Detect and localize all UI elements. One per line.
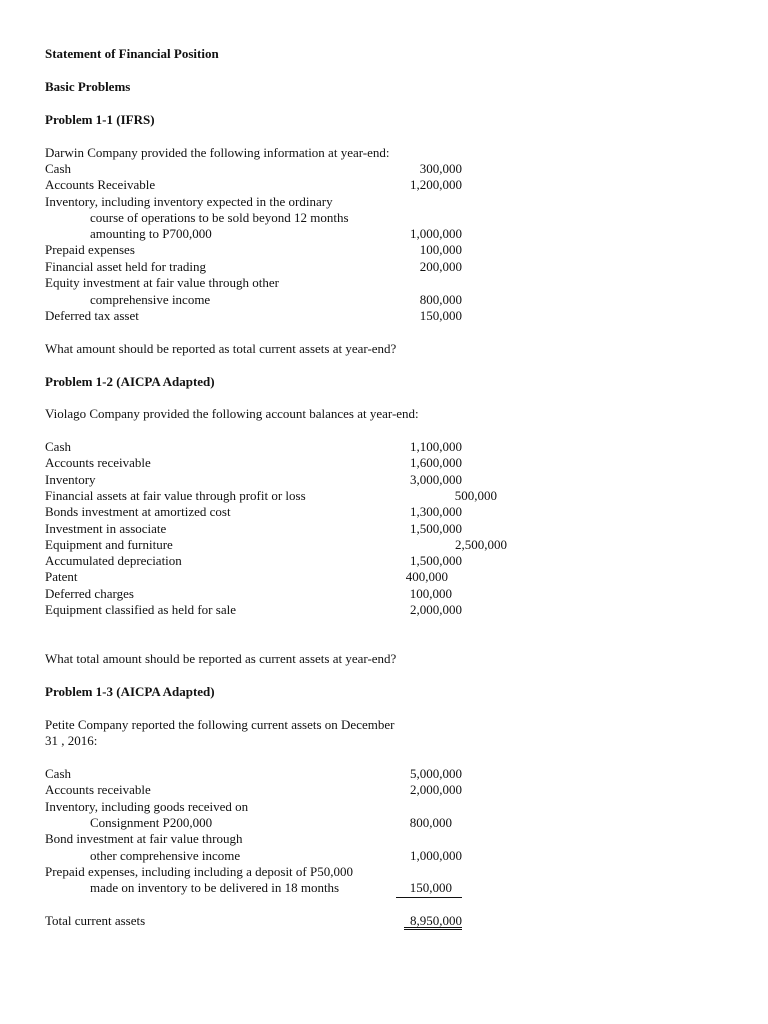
p2-row-value: 1,500,000	[410, 521, 462, 536]
p2-row-label: Financial assets at fair value through profit or loss	[45, 488, 306, 503]
p3-bond-value: 1,000,000	[410, 848, 462, 863]
p2-row-label: Deferred charges	[45, 586, 134, 601]
p2-row-label: Cash	[45, 439, 71, 454]
p1-prepaid-label: Prepaid expenses	[45, 242, 135, 257]
p2-row-value: 2,000,000	[410, 602, 462, 617]
p3-bond-label: Bond investment at fair value through	[45, 831, 243, 846]
p2-row-label: Equipment classified as held for sale	[45, 602, 236, 617]
p1-inventory-label: Inventory, including inventory expected in the ordinary	[45, 194, 333, 209]
p1-dta-label: Deferred tax asset	[45, 308, 139, 323]
p3-inventory-value: 800,000	[409, 815, 452, 830]
p1-cash-label: Cash	[45, 161, 71, 176]
p1-dta-value: 150,000	[419, 308, 462, 323]
p3-prepaid-value: 150,000	[409, 880, 452, 895]
p2-row-label: Inventory	[45, 472, 96, 487]
problem-1-1-heading: Problem 1-1 (IFRS)	[45, 112, 155, 127]
p2-row-value: 3,000,000	[410, 472, 462, 487]
p3-inventory-label-line2: Consignment P200,000	[90, 815, 213, 830]
p1-equity-value: 800,000	[419, 292, 462, 307]
p1-inventory-value: 1,000,000	[410, 226, 462, 241]
p1-inventory-label-line2: course of operations to be sold beyond 12 months	[90, 210, 349, 225]
p1-ar-label: Accounts Receivable	[45, 177, 156, 192]
p3-total-label: Total current assets	[45, 913, 146, 928]
p2-row-label: Equipment and furniture	[45, 537, 173, 552]
p2-row-value: 400,000	[405, 569, 448, 584]
problem-1-2-intro: Violago Company provided the following account balances at year-end:	[45, 406, 419, 421]
p3-cash-value: 5,000,000	[410, 766, 462, 781]
problem-1-2-heading: Problem 1-2 (AICPA Adapted)	[45, 374, 215, 389]
p2-row-value: 2,500,000	[455, 537, 507, 552]
p1-financial-asset-label: Financial asset held for trading	[45, 259, 207, 274]
problem-1-3-intro-line2: 31 , 2016:	[45, 733, 98, 748]
section-heading: Basic Problems	[45, 79, 131, 94]
p2-row-value: 1,100,000	[410, 439, 462, 454]
p1-ar-value: 1,200,000	[410, 177, 462, 192]
p3-prepaid-label-line2: made on inventory to be delivered in 18 months	[90, 880, 340, 895]
p2-row-value: 1,300,000	[410, 504, 462, 519]
subtotal-underline	[396, 897, 462, 898]
p3-total-value: 8,950,000	[410, 913, 462, 928]
problem-1-3-heading: Problem 1-3 (AICPA Adapted)	[45, 684, 215, 699]
p2-row-label: Bonds investment at amortized cost	[45, 504, 231, 519]
problem-1-3-intro: Petite Company reported the following current assets on December	[45, 717, 395, 732]
p3-inventory-label: Inventory, including goods received on	[45, 799, 249, 814]
total-double-underline	[404, 927, 462, 930]
problem-1-1-question: What amount should be reported as total current assets at year-end?	[45, 341, 397, 356]
p1-equity-label: Equity investment at fair value through other	[45, 275, 279, 290]
document-title: Statement of Financial Position	[45, 46, 219, 61]
p2-row-label: Patent	[45, 569, 78, 584]
p1-equity-label-line2: comprehensive income	[90, 292, 211, 307]
p3-cash-label: Cash	[45, 766, 71, 781]
p1-inventory-label-line3: amounting to P700,000	[90, 226, 212, 241]
problem-1-1-intro: Darwin Company provided the following information at year-end:	[45, 145, 390, 160]
p2-row-value: 1,600,000	[410, 455, 462, 470]
p3-ar-label: Accounts receivable	[45, 782, 151, 797]
p2-row-value: 500,000	[454, 488, 497, 503]
p1-financial-asset-value: 200,000	[419, 259, 462, 274]
p2-row-value: 100,000	[409, 586, 452, 601]
p2-row-value: 1,500,000	[410, 553, 462, 568]
p2-row-label: Investment in associate	[45, 521, 167, 536]
p1-cash-value: 300,000	[419, 161, 462, 176]
p3-prepaid-label: Prepaid expenses, including including a deposit of P50,000	[45, 864, 353, 879]
p3-bond-label-line2: other comprehensive income	[90, 848, 241, 863]
p1-prepaid-value: 100,000	[419, 242, 462, 257]
problem-1-2-question: What total amount should be reported as current assets at year-end?	[45, 651, 397, 666]
p2-row-label: Accumulated depreciation	[45, 553, 182, 568]
p3-ar-value: 2,000,000	[410, 782, 462, 797]
p2-row-label: Accounts receivable	[45, 455, 151, 470]
